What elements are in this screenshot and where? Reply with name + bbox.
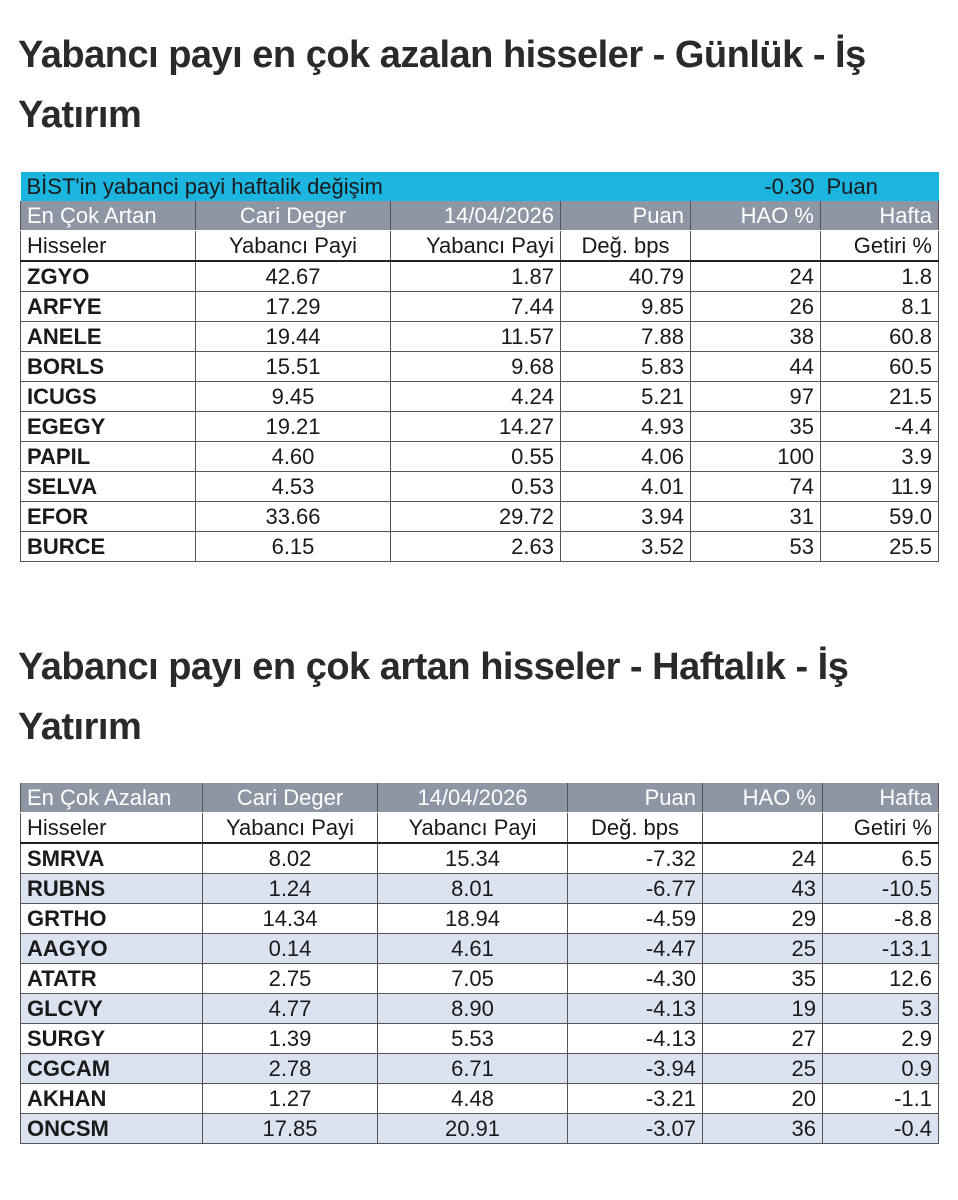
header-cell: 14/04/2026 — [378, 783, 568, 813]
value-cell: 60.5 — [821, 352, 939, 382]
table-row — [21, 843, 939, 874]
value-cell: -3.94 — [568, 1054, 703, 1084]
value-cell: 17.29 — [196, 292, 391, 322]
section1-title: Yabancı payı en çok azalan hisseler - Günlük - İş Yatırım — [18, 34, 866, 136]
value-cell: -8.8 — [823, 904, 939, 934]
ticker-cell: AKHAN — [21, 1084, 203, 1114]
subheader-cell: Getiri % — [821, 231, 939, 262]
value-cell: 42.67 — [196, 261, 391, 292]
value-cell: -0.4 — [823, 1114, 939, 1144]
value-cell: 100 — [691, 442, 821, 472]
value-cell: -4.13 — [568, 1024, 703, 1054]
value-cell: 44 — [691, 352, 821, 382]
value-cell: 8.01 — [378, 874, 568, 904]
value-cell: 25 — [703, 934, 823, 964]
banner-label: BİST'in yabanci payi haftalik değişim — [21, 172, 691, 201]
value-cell: 2.9 — [823, 1024, 939, 1054]
value-cell: 1.8 — [821, 261, 939, 292]
foreign-share-daily-table — [20, 172, 939, 562]
value-cell: 7.44 — [391, 292, 561, 322]
value-cell: -4.30 — [568, 964, 703, 994]
section2-title: Yabancı payı en çok artan hisseler - Haftalık - İş Yatırım — [18, 646, 849, 748]
value-cell: 4.61 — [378, 934, 568, 964]
ticker-cell: ZGYO — [21, 261, 196, 292]
value-cell: 25 — [703, 1054, 823, 1084]
value-cell: 14.34 — [203, 904, 378, 934]
ticker-cell: SURGY — [21, 1024, 203, 1054]
header-cell: En Çok Artan — [21, 201, 196, 231]
value-cell: 0.53 — [391, 472, 561, 502]
value-cell: 36 — [703, 1114, 823, 1144]
value-cell: -10.5 — [823, 874, 939, 904]
value-cell: 27 — [703, 1024, 823, 1054]
value-cell: 43 — [703, 874, 823, 904]
subheader-cell: Yabancı Payi — [378, 813, 568, 844]
value-cell: 4.93 — [561, 412, 691, 442]
value-cell: 97 — [691, 382, 821, 412]
ticker-cell: RUBNS — [21, 874, 203, 904]
value-cell: -4.47 — [568, 934, 703, 964]
value-cell: -3.07 — [568, 1114, 703, 1144]
value-cell: 24 — [703, 843, 823, 874]
value-cell: 15.51 — [196, 352, 391, 382]
value-cell: 21.5 — [821, 382, 939, 412]
subheader-cell: Değ. bps — [561, 231, 691, 262]
value-cell: 38 — [691, 322, 821, 352]
value-cell: 59.0 — [821, 502, 939, 532]
value-cell: 11.57 — [391, 322, 561, 352]
foreign-share-weekly-table — [20, 783, 939, 1144]
value-cell: 1.27 — [203, 1084, 378, 1114]
table-row — [21, 994, 939, 1024]
header-cell: Puan — [568, 783, 703, 813]
ticker-cell: ATATR — [21, 964, 203, 994]
value-cell: 2.75 — [203, 964, 378, 994]
value-cell: 4.48 — [378, 1084, 568, 1114]
header-cell: 14/04/2026 — [391, 201, 561, 231]
value-cell: 7.88 — [561, 322, 691, 352]
value-cell: 19.21 — [196, 412, 391, 442]
value-cell: 5.21 — [561, 382, 691, 412]
value-cell: 1.24 — [203, 874, 378, 904]
header-row — [21, 783, 939, 813]
subheader-row — [21, 813, 939, 844]
table-row — [21, 1024, 939, 1054]
ticker-cell: GRTHO — [21, 904, 203, 934]
value-cell: 19 — [703, 994, 823, 1024]
table-row — [21, 874, 939, 904]
ticker-cell: EGEGY — [21, 412, 196, 442]
table-row — [21, 382, 939, 412]
value-cell: 3.9 — [821, 442, 939, 472]
header-cell: HAO % — [703, 783, 823, 813]
value-cell: 74 — [691, 472, 821, 502]
table-row — [21, 442, 939, 472]
table-row — [21, 1084, 939, 1114]
value-cell: -1.1 — [823, 1084, 939, 1114]
value-cell: 17.85 — [203, 1114, 378, 1144]
table-row — [21, 261, 939, 292]
table-row — [21, 934, 939, 964]
value-cell: 19.44 — [196, 322, 391, 352]
value-cell: 15.34 — [378, 843, 568, 874]
header-cell: HAO % — [691, 201, 821, 231]
subheader-cell: Hisseler — [21, 231, 196, 262]
value-cell: 5.3 — [823, 994, 939, 1024]
value-cell: 5.83 — [561, 352, 691, 382]
ticker-cell: SMRVA — [21, 843, 203, 874]
subheader-cell: Hisseler — [21, 813, 203, 844]
ticker-cell: ANELE — [21, 322, 196, 352]
value-cell: 20 — [703, 1084, 823, 1114]
subheader-row — [21, 231, 939, 262]
value-cell: 4.77 — [203, 994, 378, 1024]
banner-value: -0.30 — [691, 172, 821, 201]
ticker-cell: PAPIL — [21, 442, 196, 472]
value-cell: 4.06 — [561, 442, 691, 472]
ticker-cell: ONCSM — [21, 1114, 203, 1144]
subheader-cell: Yabancı Payi — [391, 231, 561, 262]
value-cell: 5.53 — [378, 1024, 568, 1054]
header-row — [21, 201, 939, 231]
value-cell: 0.55 — [391, 442, 561, 472]
value-cell: 9.45 — [196, 382, 391, 412]
table-row — [21, 1114, 939, 1144]
value-cell: 2.78 — [203, 1054, 378, 1084]
table-row — [21, 1054, 939, 1084]
value-cell: 35 — [691, 412, 821, 442]
table-row — [21, 292, 939, 322]
value-cell: 3.52 — [561, 532, 691, 562]
value-cell: 6.5 — [823, 843, 939, 874]
value-cell: -13.1 — [823, 934, 939, 964]
subheader-cell: Yabancı Payi — [196, 231, 391, 262]
value-cell: 14.27 — [391, 412, 561, 442]
value-cell: 33.66 — [196, 502, 391, 532]
subheader-cell: Getiri % — [823, 813, 939, 844]
value-cell: 20.91 — [378, 1114, 568, 1144]
value-cell: 8.02 — [203, 843, 378, 874]
ticker-cell: ARFYE — [21, 292, 196, 322]
value-cell: 6.71 — [378, 1054, 568, 1084]
table-row — [21, 352, 939, 382]
table-row — [21, 472, 939, 502]
value-cell: 31 — [691, 502, 821, 532]
ticker-cell: BORLS — [21, 352, 196, 382]
value-cell: 4.01 — [561, 472, 691, 502]
value-cell: 2.63 — [391, 532, 561, 562]
subheader-cell: Değ. bps — [568, 813, 703, 844]
value-cell: 12.6 — [823, 964, 939, 994]
value-cell: -3.21 — [568, 1084, 703, 1114]
header-cell: Hafta — [823, 783, 939, 813]
ticker-cell: GLCVY — [21, 994, 203, 1024]
table-row — [21, 964, 939, 994]
value-cell: 7.05 — [378, 964, 568, 994]
value-cell: 1.39 — [203, 1024, 378, 1054]
bist-weekly-change-banner — [21, 172, 939, 201]
ticker-cell: AAGYO — [21, 934, 203, 964]
table-row — [21, 322, 939, 352]
value-cell: -4.13 — [568, 994, 703, 1024]
value-cell: 6.15 — [196, 532, 391, 562]
value-cell: 40.79 — [561, 261, 691, 292]
value-cell: -6.77 — [568, 874, 703, 904]
subheader-cell: Yabancı Payi — [203, 813, 378, 844]
table-row — [21, 502, 939, 532]
ticker-cell: BURCE — [21, 532, 196, 562]
value-cell: 0.9 — [823, 1054, 939, 1084]
value-cell: 4.60 — [196, 442, 391, 472]
table-row — [21, 412, 939, 442]
ticker-cell: CGCAM — [21, 1054, 203, 1084]
value-cell: 11.9 — [821, 472, 939, 502]
value-cell: 9.68 — [391, 352, 561, 382]
value-cell: 29 — [703, 904, 823, 934]
value-cell: 60.8 — [821, 322, 939, 352]
value-cell: -4.59 — [568, 904, 703, 934]
header-cell: Cari Deger — [203, 783, 378, 813]
header-cell: Puan — [561, 201, 691, 231]
value-cell: 29.72 — [391, 502, 561, 532]
ticker-cell: ICUGS — [21, 382, 196, 412]
value-cell: 25.5 — [821, 532, 939, 562]
table-row — [21, 532, 939, 562]
subheader-cell — [691, 231, 821, 262]
table-row — [21, 904, 939, 934]
header-cell: En Çok Azalan — [21, 783, 203, 813]
subheader-cell — [703, 813, 823, 844]
value-cell: 8.1 — [821, 292, 939, 322]
value-cell: 8.90 — [378, 994, 568, 1024]
value-cell: 53 — [691, 532, 821, 562]
value-cell: 26 — [691, 292, 821, 322]
value-cell: 1.87 — [391, 261, 561, 292]
value-cell: 9.85 — [561, 292, 691, 322]
header-cell: Cari Deger — [196, 201, 391, 231]
ticker-cell: SELVA — [21, 472, 196, 502]
banner-unit: Puan — [821, 172, 939, 201]
header-cell: Hafta — [821, 201, 939, 231]
value-cell: -7.32 — [568, 843, 703, 874]
value-cell: 3.94 — [561, 502, 691, 532]
value-cell: 18.94 — [378, 904, 568, 934]
value-cell: 35 — [703, 964, 823, 994]
value-cell: 24 — [691, 261, 821, 292]
value-cell: 4.24 — [391, 382, 561, 412]
value-cell: 0.14 — [203, 934, 378, 964]
value-cell: 4.53 — [196, 472, 391, 502]
value-cell: -4.4 — [821, 412, 939, 442]
ticker-cell: EFOR — [21, 502, 196, 532]
